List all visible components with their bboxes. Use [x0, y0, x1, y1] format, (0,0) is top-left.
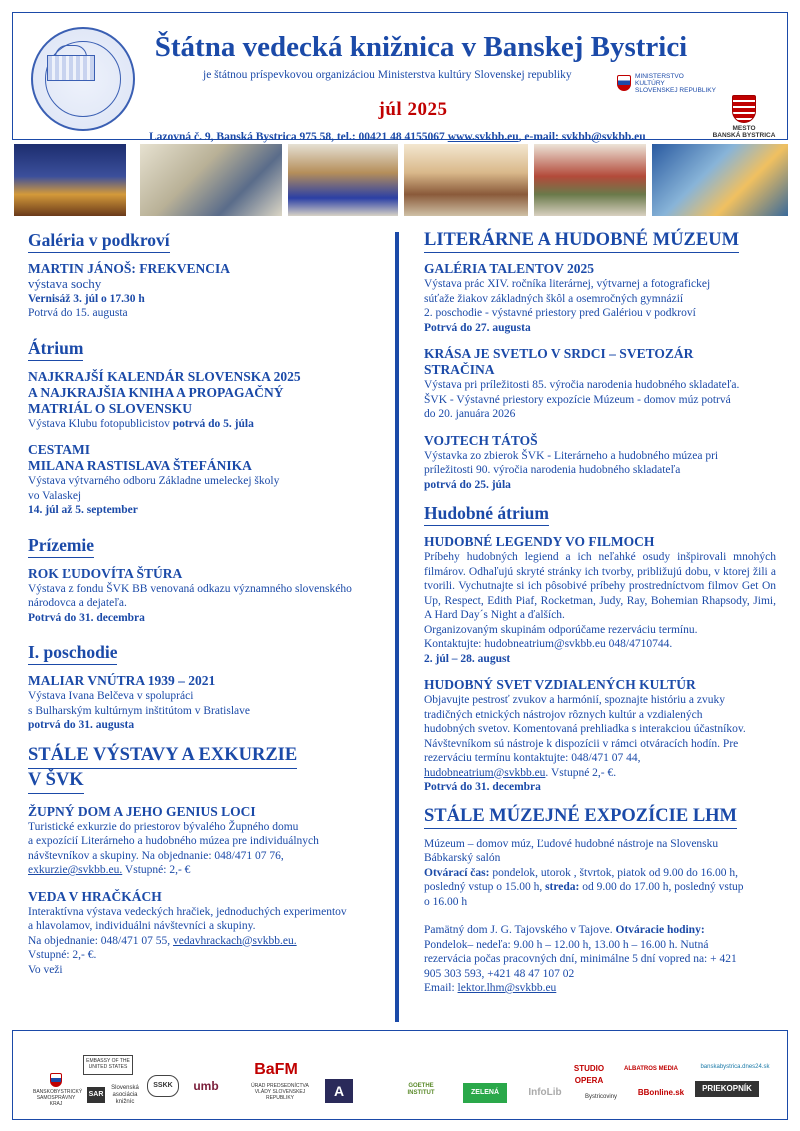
photo-reading-room — [140, 144, 282, 216]
partner-logo: banskabystrica.dnes24.sk — [700, 1064, 770, 1070]
column-divider — [395, 232, 399, 1022]
partner-logo: PRIEKOPNÍK — [695, 1081, 759, 1097]
event-item: CESTAMI MILANA RASTISLAVA ŠTEFÁNIKA Výstava výtvarného odboru Základne umeleckej školy vo Valaskej 14. júl až 5. september — [28, 442, 280, 516]
section-heading-hudobne-atrium: Hudobné átrium — [424, 503, 776, 524]
month-label: júl 2025 — [378, 99, 448, 120]
section-heading-stale-vystavy: STÁLE VÝSTAVY A EXKURZIE V ŠVK — [28, 744, 386, 794]
email-link[interactable]: hudobneatrium@svkbb.eu — [424, 766, 546, 779]
section-heading-lhm: LITERÁRNE A HUDOBNÉ MÚZEUM — [424, 230, 776, 251]
photo-library-building — [14, 144, 126, 216]
partner-logo: Slovenská asociácia knižníc — [111, 1085, 139, 1105]
event-item: NAJKRAJŠÍ KALENDÁR SLOVENSKA 2025 A NAJKRAJŠIA KNIHA A PROPAGAČNÝ MATRIÁL O SLOVENSKU Výstava Klubu fotopublicistov potrvá do 5. júla — [28, 368, 301, 430]
event-item: ROK ĽUDOVÍTA ŠTÚRA Výstava z fondu ŠVK BB venovaná odkazu významného slovenského národovca a dejateľa. Potrvá do 31. decembra — [28, 565, 352, 624]
section-heading-poschodie: I. poschodie — [28, 642, 386, 663]
subtitle: je štátnou príspevkovou organizáciou Ministerstva kultúry Slovenskej republiky — [203, 69, 572, 81]
partner-logo: ALBATROS MEDIA — [624, 1066, 678, 1072]
event-item: MALIAR VNÚTRA 1939 – 2021 Výstava Ivana Belčeva v spolupráci s Bulharským kultúrnym inštitútom v Bratislave potrvá do 31. augusta — [28, 673, 251, 731]
bbsk-coat-of-arms-icon — [50, 1073, 62, 1087]
left-column — [28, 230, 386, 988]
event-item: MARTIN JÁNOŠ: FREKVENCIA výstava sochy Vernisáž 3. júl o 17.30 h Potrvá do 15. augusta — [28, 261, 231, 319]
event-item: KRÁSA JE SVETLO V SRDCI – SVETOZÁR STRAČINA Výstava pri príležitosti 85. výročia narodenia hudobného skladateľa. ŠVK - Výstavné priestory expozície Múzeum - domov múz potrvá do 20. januára 2026 — [424, 346, 740, 420]
right-column — [424, 230, 776, 1007]
contact-line: Lazovná č. 9, Banská Bystrica 975 58, tel.: 00421 48 4155067 www.svkbb.eu, e-mail: svkbb@svkbb.eu — [149, 131, 646, 143]
partners-footer — [12, 1030, 788, 1120]
event-item: VOJTECH TÁTOŠ Výstavka zo zbierok ŠVK - Literárneho a hudobného múzea pri príležitosti 90. výročia narodenia hudobného skladateľa potrvá do 25. júla — [424, 432, 719, 491]
city-coat-of-arms-icon — [732, 95, 756, 123]
event-item: VEDA V HRAČKÁCH Interaktívna výstava vedeckých hračiek, jednoduchých experimentov a hlavolamov, individuálni návštevníci a skupiny. Na objednanie: 048/471 07 55, vedavhrackach@svkbb.eu. Vstupné: 2,- €. Vo veži — [28, 888, 347, 976]
partner-logo: STUDIO OPERA — [573, 1064, 605, 1085]
partner-logo: InfoLib — [528, 1087, 562, 1098]
partner-logo: BANSKOBYSTRICKÝ SAMOSPRÁVNY KRAJ — [33, 1073, 79, 1107]
email-link[interactable]: vedavhrackach@svkbb.eu. — [173, 934, 297, 947]
email-link[interactable]: lektor.lhm@svkbb.eu — [457, 982, 557, 994]
partner-logo: ZELENÁ — [463, 1083, 507, 1103]
page-title: Štátna vedecká knižnica v Banskej Bystrici — [154, 31, 688, 63]
partner-logo: SSKK — [147, 1075, 179, 1097]
event-item: ŽUPNÝ DOM A JEHO GENIUS LOCI Turistické exkurzie do priestorov bývalého Župného domu a expozícií Literárneho a hudobného múzea pre individuálnych návštevníkov a skupiny. Na objednanie: 048/471 07 76, exkurzie@svkbb.eu. Vstupné: 2,- € — [28, 803, 319, 876]
photo-hall — [404, 144, 528, 216]
event-item: HUDOBNÉ LEGENDY VO FILMOCH Príbehy hudobných legiend a ich neľahké osudy inšpirovali mnohých filmárov. Odhaľujú skryté stránky ich tvorby, približujú dobu, v ktorej žili a tvorili. Vychutnajte si ich pôsobivé príbehy prostredníctvom filmov Get On Up, Respect, Edith Piaf, Rocketman, Judy, Ray, Bohemian Rhapsody, Jimi, A Hard Day´s Night a ďalších. Organizovaným skupinám odporúčame rezerváciu termínu. Kontaktujte: hudobneatrium@svkbb.eu 048/4710744. 2. júl – 28. august — [424, 534, 776, 665]
partner-logo: A — [325, 1079, 353, 1103]
photo-museum-exhibit — [652, 144, 788, 216]
partner-logo: SAR — [87, 1087, 105, 1103]
partner-logo: BaFM — [254, 1061, 298, 1078]
photo-library-interior — [534, 144, 646, 216]
section-heading-atrium: Átrium — [28, 338, 386, 359]
email-link[interactable]: exkurzie@svkbb.eu. — [28, 864, 123, 876]
city-logo: MESTO BANSKÁ BYSTRICA — [703, 95, 785, 139]
website-link[interactable]: www.svkbb.eu — [447, 131, 519, 143]
partner-logo: EMBASSY OF THE UNITED STATES — [83, 1055, 133, 1075]
partner-logo: Bystricoviny — [584, 1094, 617, 1100]
partner-logo: GOETHE INSTITUT — [407, 1083, 435, 1096]
section-heading-expozicie: STÁLE MÚZEJNÉ EXPOZÍCIE LHM — [424, 806, 776, 827]
library-seal-logo — [31, 27, 135, 131]
photo-bookshelves — [288, 144, 398, 216]
partner-logo: umb — [193, 1079, 219, 1093]
section-heading-prizemie: Prízemie — [28, 535, 386, 556]
partner-logo: ÚRAD PREDSEDNÍCTVA VLÁDY SLOVENSKEJ REPUBLIKY — [251, 1083, 309, 1101]
expozicie-info: Múzeum – domov múz, Ľudové hudobné nástroje na Slovensku Bábkarský salón Otvárací čas: pondelok, utorok , štvrtok, piatok od 9.00 do 16.00 h, posledný vstup o 15.00 h, streda: od 9.00 do 17.00 h, posledný vstup o 16.00 h Pamätný dom J. G. Tajovského v Tajove. Otváracie hodiny: Pondelok– nedeľa: 9.00 h – 12.00 h, 13.00 h – 16.00 h. Nutná rezervácia počas pracovných dní, minimálne 5 dní vopred na: + 421 905 303 593, +421 48 47 107 02 Email: lektor.lhm@svkbb.eu — [424, 837, 744, 994]
event-item: GALÉRIA TALENTOV 2025 Výstava prác XIV. ročníka literárnej, výtvarnej a fotografickej súťaže žiakov základných škôl a osemročných gymnázií 2. poschodie - výstavné priestory pred Galériou v podkroví Potrvá do 27. augusta — [424, 261, 711, 334]
partner-logo: BBonline.sk — [637, 1088, 685, 1097]
event-item: HUDOBNÝ SVET VZDIALENÝCH KULTÚR Objavujte pestrosť zvukov a harmónií, spoznajte históriu a zvuky tradičných etnických nástrojov rôznych kultúr a vzdialených hudobných svetov. Komentovaná prehliadka s interakciou účastníkov. Návštevníkom sú nástroje k dispozícii v rámci otváracích hodín. Pre rezerváciu termínu kontaktujte: 048/471 07 44, hudobneatrium@svkbb.eu. Vstupné 2,- €. Potrvá do 31. decembra — [424, 677, 746, 793]
section-heading-galeria: Galéria v podkroví — [28, 230, 386, 251]
header: Štátna vedecká knižnica v Banskej Bystrici je štátnou príspevkovou organizáciou Ministerstva kultúry Slovenskej republiky MINISTERSTVO KULTÚRY SLOVENSKEJ REPUBLIKY júl 2025 MESTO BANSKÁ BYSTRICA Lazovná č. 9, Banská Bystrica 975 58, tel.: 00421 48 4155067 www.svkbb.eu, e-mail: svkbb@svkbb.eu — [12, 12, 788, 140]
slovak-coat-of-arms-icon — [617, 75, 631, 91]
